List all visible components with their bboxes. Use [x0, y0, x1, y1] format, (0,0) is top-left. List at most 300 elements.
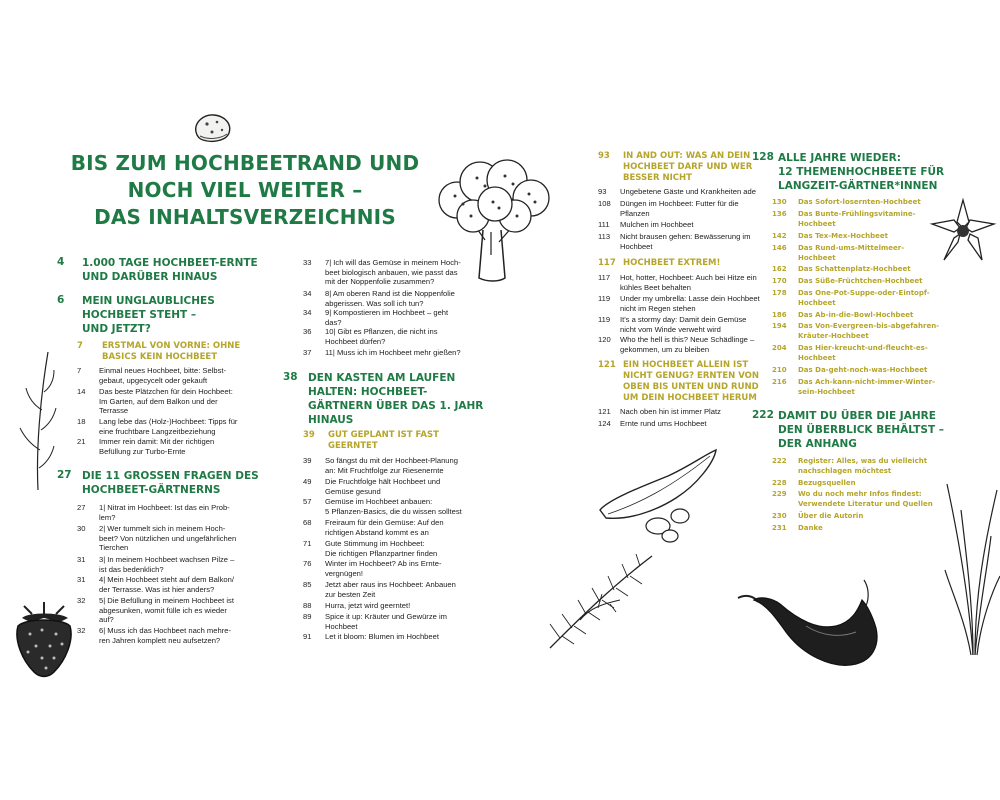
entry-line: Ungebetene Gäste und Krankheiten ade	[620, 187, 756, 196]
toc-entry	[598, 187, 756, 197]
toc-entry	[772, 289, 930, 308]
page-number: 88	[303, 601, 312, 610]
entry-line: UND DARÜBER HINAUS	[82, 271, 218, 283]
toc-entry	[772, 378, 935, 397]
entry-title	[798, 277, 923, 287]
entry-title	[82, 294, 215, 336]
entry-line: 1| Nitrat im Hochbeet: Ist das ein Prob-	[99, 503, 230, 512]
entry-title	[623, 258, 720, 269]
toc-entry	[77, 555, 234, 574]
entry-line: nachschlagen möchtest	[798, 466, 892, 475]
page-number: 130	[772, 198, 787, 206]
toc-entry	[77, 626, 231, 645]
entry-line: das?	[325, 317, 342, 327]
page-number: 210	[772, 366, 787, 374]
page-number: 4	[57, 256, 65, 268]
page-number: 124	[598, 419, 611, 428]
entry-line: sein-Hochbeet	[798, 387, 855, 396]
page-number: 31	[77, 555, 86, 564]
entry-line: beet biologisch anbauen, wie passt das	[325, 267, 458, 277]
entry-line: Terrasse	[99, 406, 129, 415]
entry-line: Hochbeet	[798, 353, 836, 362]
entry-line: nicht vom Winde verweht wird	[620, 324, 721, 334]
entry-line: Das Da-geht-noch-was-Hochbeet	[798, 366, 928, 374]
page-number: 230	[772, 512, 787, 520]
entry-line: Freiraum für dein Gemüse: Auf den	[325, 518, 444, 527]
entry-title	[620, 187, 756, 197]
entry-line: UM DEIN HOCHBEET HERUM	[623, 393, 757, 403]
entry-title	[99, 575, 234, 594]
toc-subsection	[303, 430, 439, 452]
entry-line: Let it bloom: Blumen im Hochbeet	[325, 632, 439, 641]
toc-entry	[303, 559, 442, 578]
toc-entry	[77, 387, 233, 416]
entry-line: GEERNTET	[328, 441, 378, 451]
toc-entry	[598, 335, 754, 354]
entry-title	[778, 409, 944, 451]
page-number: 21	[77, 437, 86, 446]
toc-entry	[772, 457, 927, 476]
entry-title	[798, 244, 904, 263]
page-number: 222	[772, 457, 787, 465]
entry-line: 3| In meinem Hochbeet wachsen Pilze –	[99, 555, 235, 564]
rosemary-icon	[540, 548, 660, 653]
toc-entry	[772, 277, 923, 287]
toc-entry	[303, 539, 437, 558]
entry-line: 4| Mein Hochbeet steht auf dem Balkon/	[99, 575, 234, 584]
toc-section	[752, 151, 944, 193]
page-number: 93	[598, 151, 610, 161]
entry-title	[325, 580, 456, 599]
entry-line: Das beste Plätzchen für dein Hochbeet:	[99, 387, 233, 396]
entry-title	[620, 199, 739, 218]
strawberry-icon	[12, 600, 77, 682]
entry-line: kühles Beet behalten	[620, 282, 691, 292]
entry-line: 5| Die Befüllung in meinem Hochbeet ist	[99, 596, 234, 605]
entry-line: 10| Gibt es Pflanzen, die nicht ins	[325, 327, 438, 336]
entry-line: Das Von-Evergreen-bis-abgefahren-	[798, 322, 940, 330]
toc-entry	[598, 232, 750, 251]
toc-entry	[77, 575, 234, 594]
entry-line: gekommen, um zu bleiben	[620, 344, 710, 354]
entry-title	[325, 456, 458, 475]
entry-title	[798, 378, 935, 397]
entry-line: abgesunken, womit fülle ich es wieder	[99, 605, 227, 615]
entry-line: Die richtigen Pflanzpartner finden	[325, 548, 438, 558]
entry-line: auf?	[99, 615, 114, 624]
toc-entry	[772, 524, 823, 534]
entry-title	[620, 232, 750, 251]
entry-line: ist das bedenklich?	[99, 564, 164, 574]
toc-entry	[303, 601, 410, 611]
toc-subsection	[598, 258, 720, 269]
entry-title	[99, 524, 236, 553]
entry-line: 12 THEMENHOCHBEETE FÜR	[778, 166, 945, 178]
title-line: BIS ZUM HOCHBEETRAND UND	[70, 151, 420, 175]
entry-line: Mulchen im Hochbeet	[620, 220, 694, 229]
page-number: 27	[77, 503, 86, 512]
entry-line: Das Hier-kreucht-und-fleucht-es-	[798, 344, 928, 352]
entry-title	[99, 366, 226, 385]
entry-title	[798, 311, 913, 321]
entry-line: Jetzt aber raus ins Hochbeet: Anbauen	[325, 580, 456, 589]
page-number: 49	[303, 477, 312, 486]
toc-section	[57, 469, 259, 497]
entry-line: Hochbeet	[798, 298, 836, 307]
page-number: 121	[598, 407, 611, 416]
entry-title	[798, 457, 927, 476]
toc-entry	[772, 265, 911, 275]
page-number: 33	[303, 258, 312, 267]
page-number: 76	[303, 559, 312, 568]
page-number: 178	[772, 289, 787, 297]
entry-line: Nicht brausen gehen: Bewässerung im	[620, 232, 751, 241]
entry-line: Bezugsquellen	[798, 479, 856, 487]
entry-line: So fängst du mit der Hochbeet-Planung	[325, 456, 458, 465]
entry-line: Register: Alles, was du vielleicht	[798, 457, 928, 465]
page-number: 194	[772, 322, 787, 330]
page-number: 39	[303, 456, 312, 465]
entry-title	[620, 335, 754, 354]
entry-line: 1.000 TAGE HOCHBEET-ERNTE	[82, 257, 258, 269]
entry-title	[623, 360, 759, 404]
toc-entry	[598, 419, 707, 429]
page-number: 34	[303, 308, 312, 317]
page-number: 128	[752, 151, 774, 163]
toc-entry	[303, 580, 456, 599]
entry-line: ERSTMAL VON VORNE: OHNE	[102, 341, 241, 351]
entry-title	[620, 294, 760, 313]
entry-line: Im Garten, auf dem Balkon und der	[99, 396, 218, 406]
page-number: 39	[303, 430, 315, 440]
page-number: 38	[283, 371, 298, 383]
entry-line: Who the hell is this? Neue Schädlinge –	[620, 335, 755, 344]
entry-title	[325, 518, 444, 537]
page-number: 31	[77, 575, 86, 584]
toc-entry	[772, 512, 863, 522]
entry-line: Gemüse im Hochbeet anbauen:	[325, 497, 433, 506]
entry-line: Ernte rund ums Hochbeet	[620, 419, 707, 428]
entry-line: HOCHBEET STEHT –	[82, 309, 197, 321]
page-number: 216	[772, 378, 787, 386]
toc-entry	[303, 518, 444, 537]
entry-line: 7| Ich will das Gemüse in meinem Hoch-	[325, 258, 461, 267]
entry-line: EIN HOCHBEET ALLEIN IST	[623, 360, 749, 370]
page-number: 113	[598, 232, 611, 241]
entry-line: Das One-Pot-Suppe-oder-Eintopf-	[798, 289, 930, 297]
entry-title	[325, 327, 438, 346]
entry-line: HINAUS	[308, 414, 354, 426]
page-number: 7	[77, 341, 83, 351]
toc-entry	[303, 612, 447, 631]
entry-title	[798, 344, 928, 363]
entry-line: Das Ach-kann-nicht-immer-Winter-	[798, 378, 935, 386]
entry-line: Verwendete Literatur und Quellen	[798, 499, 933, 508]
entry-line: Lang lebe das (Holz-)Hochbeet: Tipps für	[99, 417, 238, 426]
entry-line: Gemüse gesund	[325, 486, 381, 496]
star-flower-icon	[930, 198, 996, 264]
page-number: 222	[752, 409, 774, 421]
entry-line: Spice it up: Kräuter und Gewürze im	[325, 612, 447, 621]
entry-title	[620, 419, 707, 429]
entry-line: Danke	[798, 524, 823, 532]
entry-line: MEIN UNGLAUBLICHES	[82, 295, 215, 307]
entry-line: Befüllung zur Turbo-Ernte	[99, 446, 186, 456]
toc-entry	[77, 524, 236, 553]
entry-line: nicht im Regen stehen	[620, 303, 696, 313]
entry-line: richtigen Abstand kommt es an	[325, 527, 429, 537]
entry-title	[798, 479, 856, 489]
entry-line: lem?	[99, 512, 116, 522]
toc-entry	[772, 344, 928, 363]
entry-title	[798, 210, 916, 229]
entry-line: Das Sofort-losernten-Hochbeet	[798, 198, 921, 206]
page-number: 85	[303, 580, 312, 589]
page-number: 136	[772, 210, 787, 218]
title-line: NOCH VIEL WEITER –	[127, 178, 363, 202]
entry-title	[620, 273, 757, 292]
entry-line: HOCHBEET EXTREM!	[623, 258, 721, 268]
toc-entry	[598, 273, 757, 292]
page-number: 37	[303, 348, 312, 357]
toc-entry	[303, 477, 440, 496]
entry-line: beet? Von nützlichen und ungefährlichen	[99, 533, 237, 543]
entry-line: Wo du noch mehr Infos findest:	[798, 490, 922, 498]
entry-line: Hochbeet	[798, 253, 836, 262]
entry-line: ren Jahren komplett neu aufsetzen?	[99, 635, 221, 645]
entry-line: abgerissen. Was soll ich tun?	[325, 298, 424, 308]
toc-entry	[303, 348, 461, 358]
entry-line: Die Fruchtfolge hält Hochbeet und	[325, 477, 441, 486]
entry-line: Pflanzen	[620, 208, 650, 218]
toc-entry	[77, 437, 214, 456]
entry-line: DEN KASTEN AM LAUFEN	[308, 372, 456, 384]
title-line: DAS INHALTSVERZEICHNIS	[94, 205, 396, 229]
toc-entry	[772, 198, 921, 208]
toc-entry	[303, 456, 458, 475]
toc-section	[752, 409, 944, 451]
toc-entry	[77, 596, 234, 625]
page-number: 162	[772, 265, 787, 273]
toc-entry	[303, 308, 448, 327]
page-number: 93	[598, 187, 607, 196]
entry-line: HOCHBEET-GÄRTNERNS	[82, 484, 221, 496]
page-number: 121	[598, 360, 616, 370]
entry-title	[325, 601, 410, 611]
toc-subsection	[598, 151, 752, 184]
entry-title	[102, 341, 240, 363]
page-number: 142	[772, 232, 787, 240]
entry-title	[620, 220, 693, 230]
entry-line: Gute Stimmung im Hochbeet:	[325, 539, 425, 548]
entry-line: Under my umbrella: Lasse dein Hochbeet	[620, 294, 760, 303]
page-number: 204	[772, 344, 787, 352]
entry-line: Winter im Hochbeet? Ab ins Ernte-	[325, 559, 442, 568]
entry-title	[798, 198, 921, 208]
entry-line: 6| Muss ich das Hochbeet nach mehre-	[99, 626, 231, 635]
page-number: 34	[303, 289, 312, 298]
toc-entry	[598, 220, 693, 230]
entry-title	[325, 632, 439, 642]
entry-line: 2| Wer tummelt sich in meinem Hoch-	[99, 524, 226, 533]
entry-line: Das Tex-Mex-Hochbeet	[798, 232, 888, 240]
entry-title	[99, 555, 234, 574]
entry-line: Das Bunte-Frühlingsvitamine-	[798, 210, 916, 218]
entry-title	[99, 417, 237, 436]
entry-line: Hochbeet	[325, 621, 358, 631]
entry-line: 8| Am oberen Rand ist die Noppenfolie	[325, 289, 455, 298]
entry-line: Hot, hotter, Hochbeet: Auch bei Hitze ein	[620, 273, 757, 282]
toc-entry	[772, 322, 939, 341]
page-number: 68	[303, 518, 312, 527]
toc-subsection	[77, 341, 240, 363]
toc-entry	[772, 244, 904, 263]
page-number: 91	[303, 632, 312, 641]
entry-line: zur besten Zeit	[325, 589, 376, 599]
toc-entry	[598, 294, 760, 313]
entry-line: Düngen im Hochbeet: Futter für die	[620, 199, 739, 208]
page-number: 14	[77, 387, 86, 396]
entry-line: Einmal neues Hochbeet, bitte: Selbst-	[99, 366, 227, 375]
entry-line: DAMIT DU ÜBER DIE JAHRE	[778, 410, 936, 422]
page-number: 186	[772, 311, 787, 319]
entry-title	[308, 371, 483, 427]
page-number: 27	[57, 469, 72, 481]
entry-title	[778, 151, 944, 193]
entry-line: HOCHBEET DARF UND WER	[623, 162, 753, 172]
bean-pod-icon	[598, 448, 723, 543]
toc-section	[283, 371, 483, 427]
entry-line: der Terrasse. Was ist hier anders?	[99, 584, 215, 594]
leaf-icon	[18, 350, 58, 490]
entry-title	[798, 490, 933, 509]
page-number: 146	[772, 244, 787, 252]
grass-icon	[945, 480, 1000, 655]
entry-line: Nach oben hin ist immer Platz	[620, 407, 721, 416]
entry-line: 9| Kompostieren im Hochbeet – geht	[325, 308, 449, 317]
toc-section	[57, 256, 258, 284]
entry-line: Das Süße-Früchtchen-Hochbeet	[798, 277, 923, 285]
entry-line: IN AND OUT: WAS AN DEIN	[623, 151, 751, 161]
entry-title	[325, 348, 461, 358]
entry-line: BESSER NICHT	[623, 173, 692, 183]
toc-entry	[303, 632, 439, 642]
entry-line: ALLE JAHRE WIEDER:	[778, 152, 901, 164]
page-number: 71	[303, 539, 312, 548]
page-number: 108	[598, 199, 611, 208]
entry-title	[328, 430, 439, 452]
entry-title	[620, 315, 746, 334]
page-number: 111	[598, 220, 610, 229]
entry-line: DEN ÜBERBLICK BEHÄLTST –	[778, 424, 945, 436]
toc-entry	[598, 315, 746, 334]
entry-title	[798, 265, 911, 275]
page-number: 30	[77, 524, 86, 533]
page-title	[60, 150, 430, 231]
entry-title	[99, 387, 233, 416]
toc-entry	[77, 366, 226, 385]
page-number: 6	[57, 294, 65, 306]
entry-title	[99, 437, 214, 456]
entry-line: gebaut, upgecycelt oder gekauft	[99, 375, 208, 385]
entry-line: DER ANHANG	[778, 438, 857, 450]
entry-line: Immer rein damit: Mit der richtigen	[99, 437, 215, 446]
entry-line: LANGZEIT-GÄRTNER*INNEN	[778, 180, 938, 192]
entry-line: mit der Noppenfolie zusammen?	[325, 277, 435, 286]
entry-title	[82, 256, 258, 284]
toc-entry	[772, 232, 888, 242]
page-number: 32	[77, 596, 86, 605]
page-number: 18	[77, 417, 86, 426]
entry-line: GÄRTNERN ÜBER DAS 1. JAHR	[308, 400, 484, 412]
toc-entry	[772, 490, 933, 509]
toc-entry	[772, 210, 916, 229]
toc-entry	[303, 289, 455, 308]
toc-entry	[772, 311, 913, 321]
entry-line: NICHT GENUG? ERNTEN VON	[623, 371, 759, 381]
entry-line: an: Mit Fruchtfolge zur Riesenernte	[325, 465, 444, 475]
entry-title	[798, 366, 927, 376]
page-number: 7	[77, 366, 82, 375]
entry-line: UND JETZT?	[82, 323, 151, 335]
entry-line: DIE 11 GROSSEN FRAGEN DES	[82, 470, 259, 482]
page-number: 120	[598, 335, 611, 344]
toc-entry	[772, 479, 856, 489]
toc-entry	[77, 417, 237, 436]
entry-line: Hochbeet	[798, 219, 836, 228]
page-number: 231	[772, 524, 787, 532]
entry-line: Über die Autorin	[798, 512, 864, 520]
toc-entry	[303, 497, 462, 516]
page-number: 119	[598, 294, 611, 303]
page-number: 57	[303, 497, 312, 506]
entry-title	[82, 469, 259, 497]
toc-section	[57, 294, 215, 336]
toc-subsection	[598, 360, 759, 404]
entry-line: Das Ab-in-die-Bowl-Hochbeet	[798, 311, 914, 319]
entry-title	[99, 596, 234, 625]
entry-title	[325, 539, 437, 558]
toc-entry	[77, 503, 230, 522]
entry-line: Hurra, jetzt wird geerntet!	[325, 601, 411, 610]
toc-entry	[772, 366, 927, 376]
toc-entry	[598, 407, 721, 417]
page-number: 32	[77, 626, 86, 635]
entry-line: 5 Pflanzen-Basics, die du wissen solltest	[325, 506, 462, 516]
entry-line: eine fruchtbare Langzeitbeziehung	[99, 426, 216, 436]
entry-line: Das Rund-ums-Mittelmeer-	[798, 244, 905, 252]
entry-line: Hochbeet dürfen?	[325, 336, 386, 346]
entry-line: Das Schattenplatz-Hochbeet	[798, 265, 911, 273]
entry-title	[325, 477, 440, 496]
toc-entry	[598, 199, 739, 218]
entry-title	[325, 308, 448, 327]
page-number: 117	[598, 258, 616, 268]
entry-line: 11| Muss ich im Hochbeet mehr gießen?	[325, 348, 461, 357]
page-number: 228	[772, 479, 787, 487]
entry-line: HALTEN: HOCHBEET-	[308, 386, 428, 398]
entry-line: vergnügen!	[325, 568, 363, 578]
potato-icon	[192, 110, 234, 146]
entry-line: Hochbeet	[620, 241, 653, 251]
entry-title	[325, 612, 447, 631]
entry-title	[99, 503, 230, 522]
entry-title	[798, 322, 939, 341]
entry-title	[325, 559, 442, 578]
toc-entry	[303, 327, 438, 346]
entry-title	[325, 497, 462, 516]
entry-title	[798, 524, 823, 534]
